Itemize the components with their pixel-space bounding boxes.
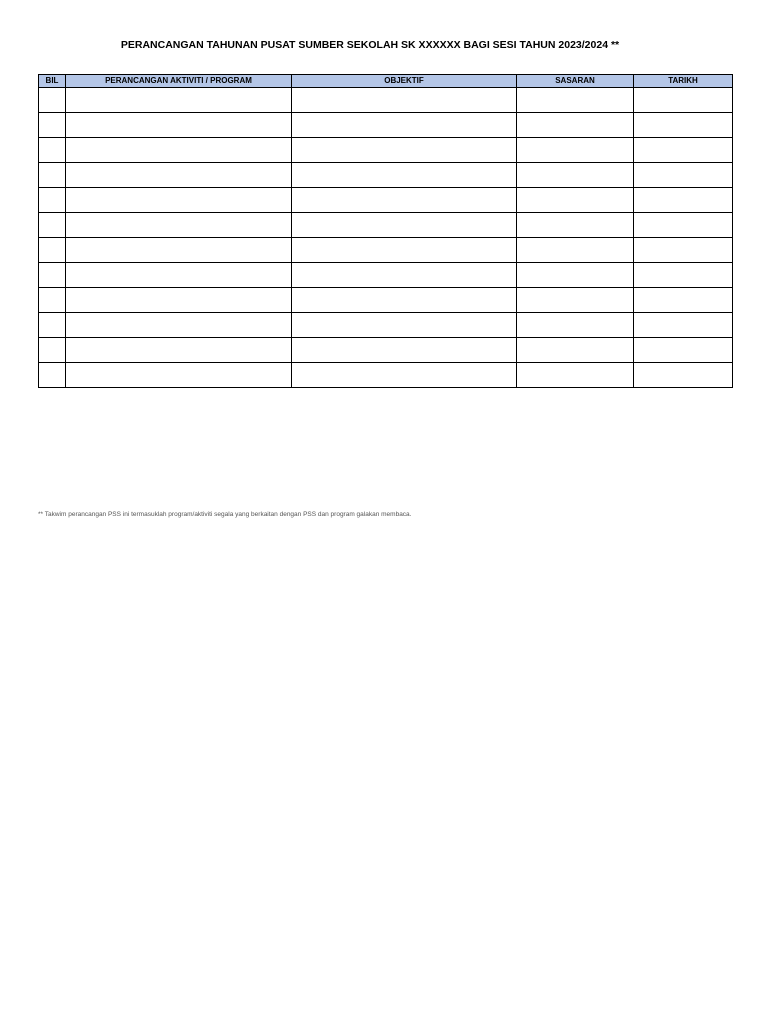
target-cell <box>517 163 634 188</box>
target-cell <box>517 313 634 338</box>
objective-cell <box>292 288 517 313</box>
activity-cell <box>66 113 292 138</box>
activity-cell <box>66 238 292 263</box>
objective-cell <box>292 363 517 388</box>
activity-cell <box>66 363 292 388</box>
table-row <box>39 363 733 388</box>
header-target: SASARAN <box>517 75 634 88</box>
bil-cell <box>39 363 66 388</box>
bil-cell <box>39 138 66 163</box>
activity-cell <box>66 313 292 338</box>
table-row <box>39 113 733 138</box>
target-cell <box>517 338 634 363</box>
target-cell <box>517 213 634 238</box>
activity-cell <box>66 163 292 188</box>
objective-cell <box>292 238 517 263</box>
table-row <box>39 338 733 363</box>
date-cell <box>634 338 733 363</box>
objective-cell <box>292 338 517 363</box>
annual-plan-table <box>38 74 733 388</box>
table-body <box>39 88 733 388</box>
activity-cell <box>66 288 292 313</box>
objective-cell <box>292 88 517 113</box>
table-row <box>39 188 733 213</box>
activity-cell <box>66 138 292 163</box>
table-row <box>39 238 733 263</box>
date-cell <box>634 263 733 288</box>
date-cell <box>634 163 733 188</box>
activity-cell <box>66 88 292 113</box>
date-cell <box>634 363 733 388</box>
target-cell <box>517 238 634 263</box>
date-cell <box>634 113 733 138</box>
target-cell <box>517 363 634 388</box>
target-cell <box>517 263 634 288</box>
header-bil: BIL <box>39 75 66 88</box>
bil-cell <box>39 163 66 188</box>
objective-cell <box>292 138 517 163</box>
objective-cell <box>292 188 517 213</box>
bil-cell <box>39 263 66 288</box>
bil-cell <box>39 113 66 138</box>
date-cell <box>634 288 733 313</box>
table-row <box>39 263 733 288</box>
objective-cell <box>292 113 517 138</box>
target-cell <box>517 138 634 163</box>
objective-cell <box>292 213 517 238</box>
header-activity-program: PERANCANGAN AKTIVITI / PROGRAM <box>66 75 292 88</box>
target-cell <box>517 288 634 313</box>
bil-cell <box>39 338 66 363</box>
bil-cell <box>39 213 66 238</box>
date-cell <box>634 213 733 238</box>
table-row <box>39 213 733 238</box>
activity-cell <box>66 338 292 363</box>
target-cell <box>517 113 634 138</box>
date-cell <box>634 313 733 338</box>
date-cell <box>634 188 733 213</box>
header-objective: OBJEKTIF <box>292 75 517 88</box>
footnote: ** Takwim perancangan PSS ini termasuklah program/aktiviti segala yang berkaitan dengan PSS dan program galakan membaca. <box>38 511 412 518</box>
header-date: TARIKH <box>634 75 733 88</box>
objective-cell <box>292 263 517 288</box>
date-cell <box>634 138 733 163</box>
bil-cell <box>39 188 66 213</box>
bil-cell <box>39 238 66 263</box>
activity-cell <box>66 213 292 238</box>
table-row <box>39 163 733 188</box>
table-row <box>39 288 733 313</box>
activity-cell <box>66 188 292 213</box>
bil-cell <box>39 288 66 313</box>
activity-cell <box>66 263 292 288</box>
date-cell <box>634 238 733 263</box>
date-cell <box>634 88 733 113</box>
table-row <box>39 313 733 338</box>
target-cell <box>517 188 634 213</box>
bil-cell <box>39 88 66 113</box>
table-row <box>39 88 733 113</box>
table-row <box>39 138 733 163</box>
objective-cell <box>292 163 517 188</box>
table-header-row <box>39 75 733 88</box>
bil-cell <box>39 313 66 338</box>
page-title: PERANCANGAN TAHUNAN PUSAT SUMBER SEKOLAH SK XXXXXX BAGI SESI TAHUN 2023/2024 ** <box>120 39 620 51</box>
target-cell <box>517 88 634 113</box>
objective-cell <box>292 313 517 338</box>
